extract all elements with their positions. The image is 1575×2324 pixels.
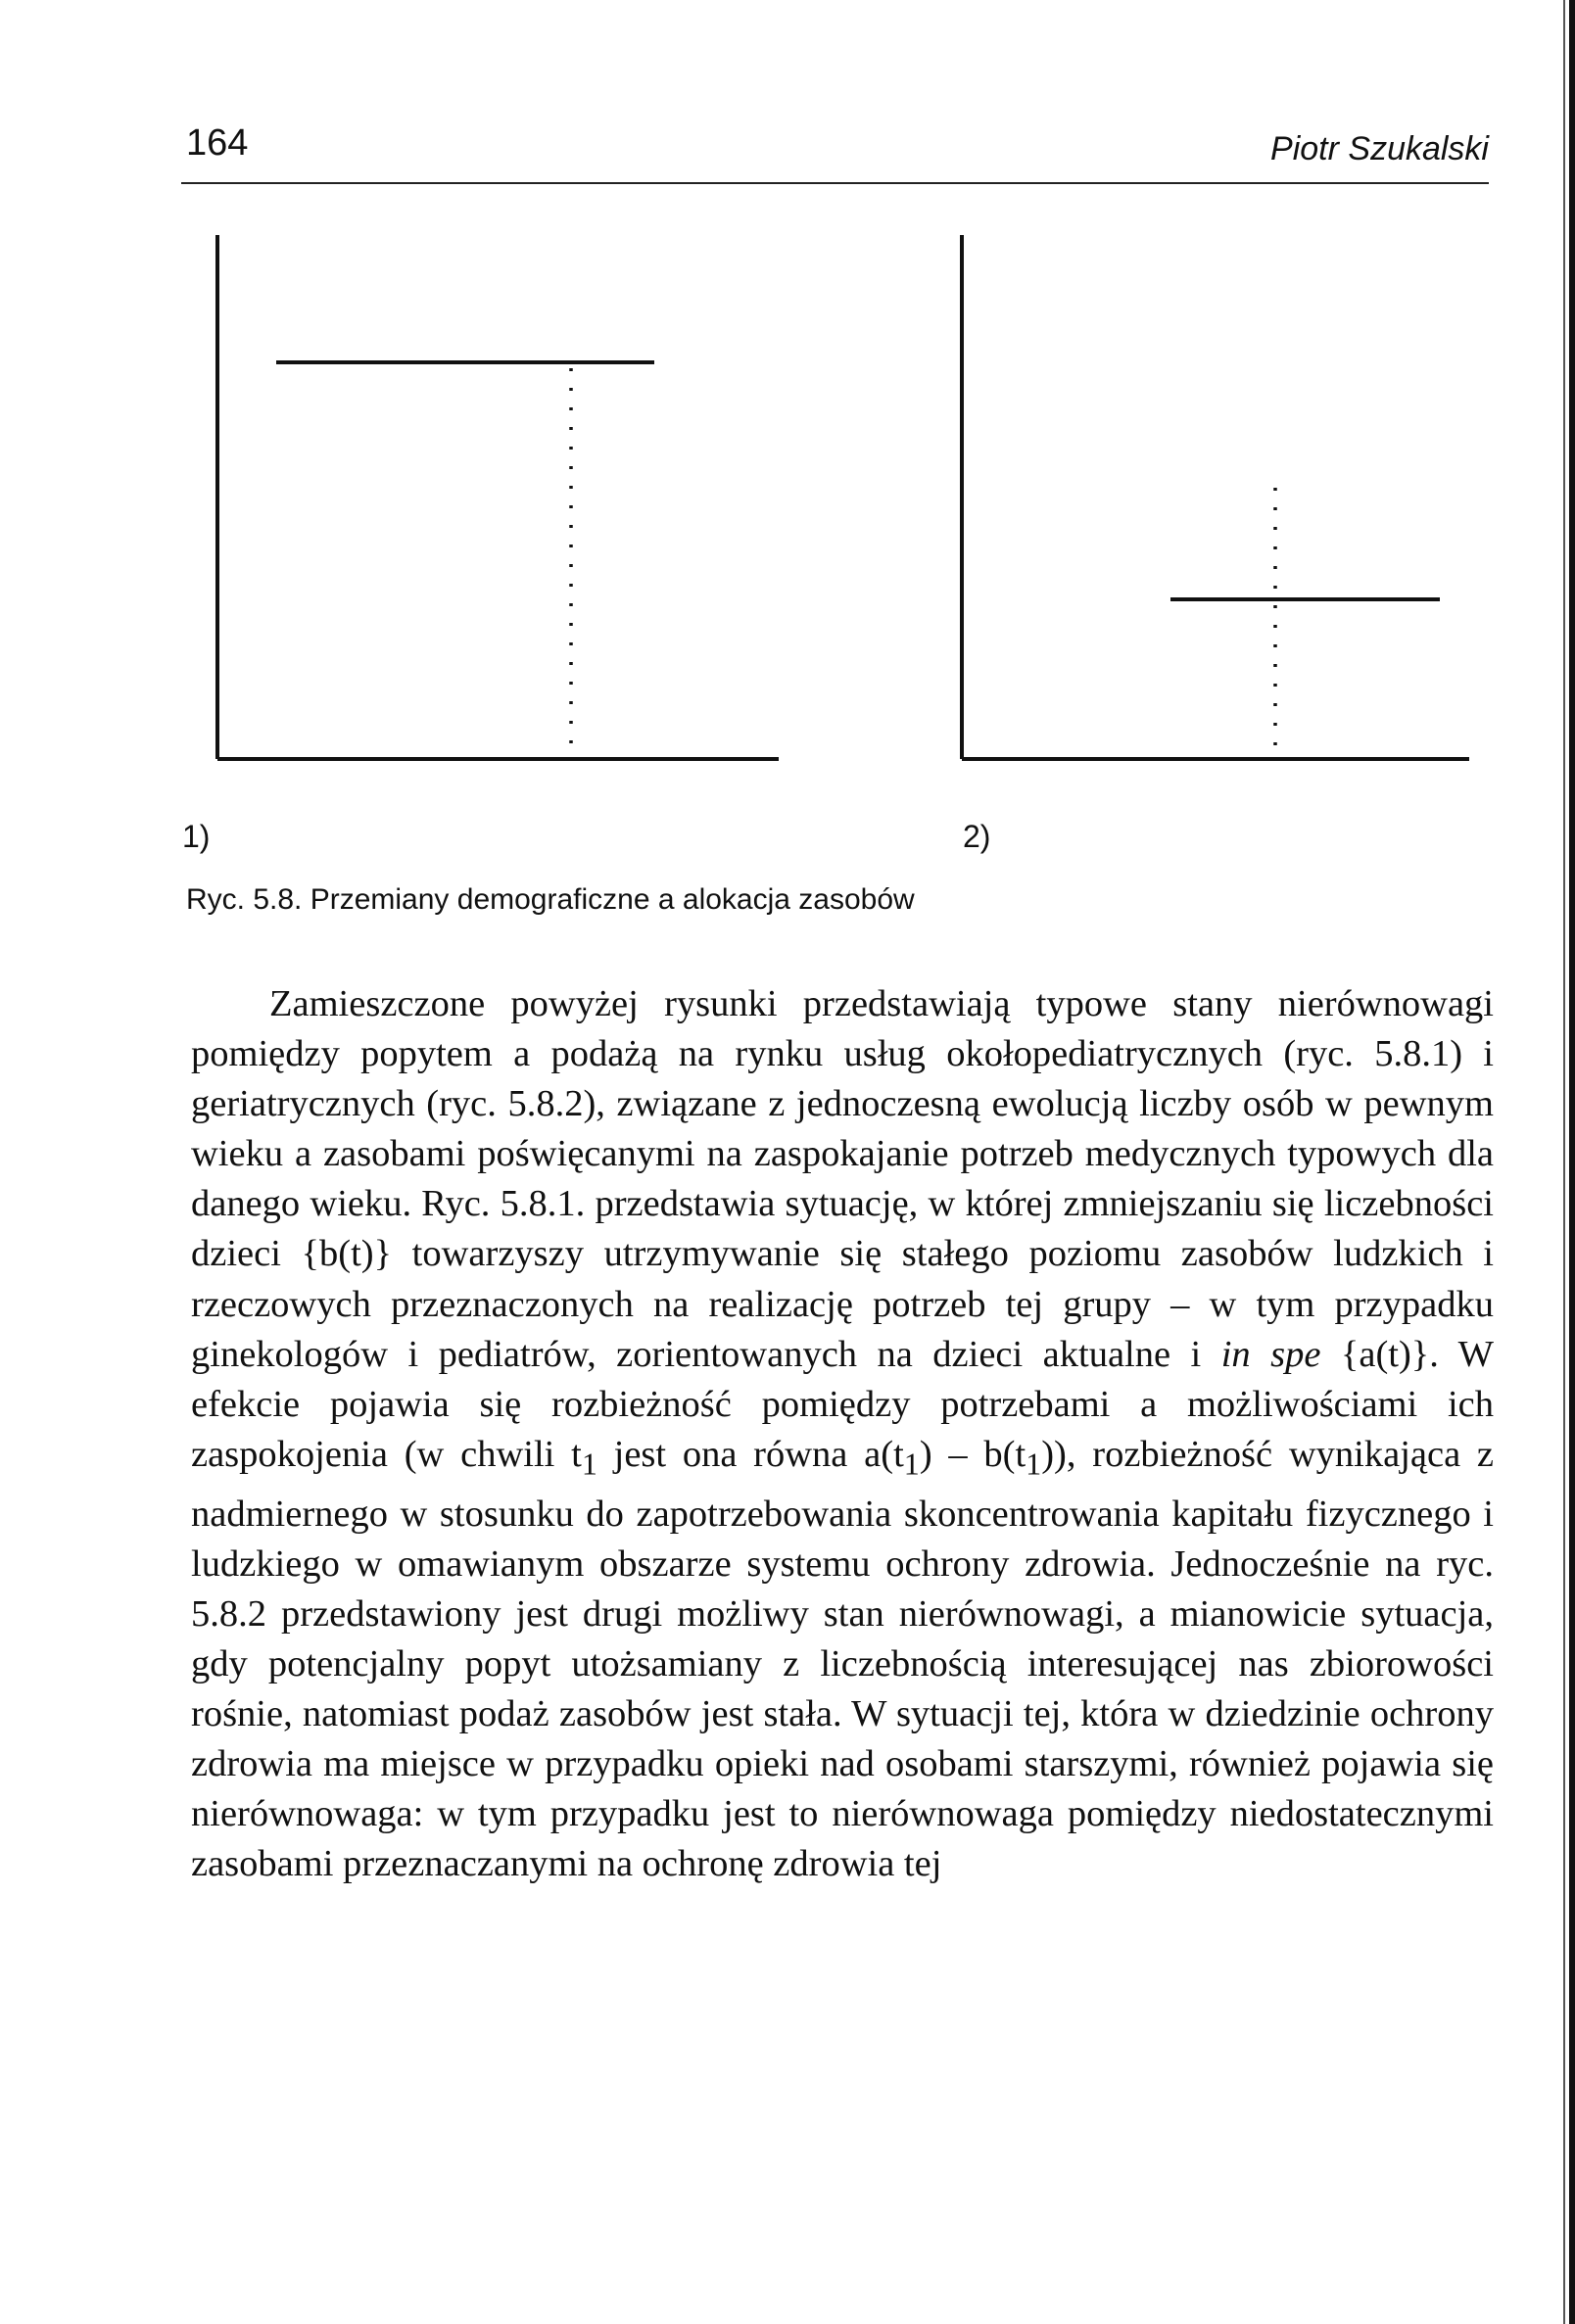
- body-text-segment: ) – b(t: [919, 1433, 1026, 1475]
- subscript: 1: [903, 1446, 920, 1482]
- panel-2-label: 2): [963, 819, 991, 854]
- body-paragraph: [191, 979, 1494, 1889]
- subscript: 1: [581, 1446, 597, 1482]
- body-text-segment: jest ona równa a(t: [597, 1433, 904, 1475]
- body-text-segment: Zamieszczone powyżej rysunki przedstawiają typowe stany nierównowagi pomiędzy popytem a podażą na rynku usług okołopediatrycznych (ryc. 5.8.1) i geriatrycznych (ryc. 5.8.2), związane z jednoczesną ewolucją liczby osób w pewnym wieku a zasobami poświęcanymi na zaspokajanie potrzeb medycznych typowych dla danego wieku. Ryc. 5.8.1. przedstawia sytuację, w której zmniejszaniu się liczebności dzieci {b(t)} towarzyszy utrzymywanie się stałego poziomu zasobów ludzkich i rzeczowych przeznaczonych na realizację potrzeb tej grupy – w tym przypadku ginekologów i pediatrów, zorientowanych na dzieci aktualne i: [191, 983, 1494, 1375]
- figure-diagrams: [0, 0, 1575, 862]
- running-head-author: Piotr Szukalski: [1270, 130, 1489, 167]
- panel-1-label: 1): [182, 819, 211, 854]
- body-text-segment: )), rozbieżność wynikająca z nadmiernego w stosunku do zapotrzebowania skoncentrowania kapitału fizycznego i ludzkiego w omawianym obszarze systemu ochrony zdrowia. Jednocześnie na ryc. 5.8.2 przedstawiony jest drugi możliwy stan nierównowagi, a mianowicie sytuacja, gdy potencjalny popyt utożsamiany z liczebnością interesującej nas zbiorowości rośnie, natomiast podaż zasobów jest stała. W sytuacji tej, która w dziedzinie ochrony zdrowia ma miejsce w przypadku opieki nad osobami starszymi, również pojawia się nierównowaga: w tym przypadku jest to nierównowaga pomiędzy niedostatecznymi zasobami przeznaczanymi na ochronę zdrowia tej: [191, 1433, 1494, 1885]
- figure-caption: Ryc. 5.8. Przemiany demograficzne a alokacja zasobów: [186, 883, 915, 916]
- body-text: [191, 979, 1494, 1889]
- body-text-segment: {a(t)}. W efekcie pojawia się rozbieżność pomiędzy potrzebami a możliwościami ich zaspokojenia (w chwili t: [191, 1333, 1494, 1475]
- page-number: 164: [186, 122, 249, 164]
- subscript: 1: [1026, 1446, 1042, 1482]
- panel-2-diagram: [962, 235, 1469, 759]
- italic-phrase: in spe: [1220, 1333, 1321, 1375]
- panel-1-diagram: [217, 235, 779, 759]
